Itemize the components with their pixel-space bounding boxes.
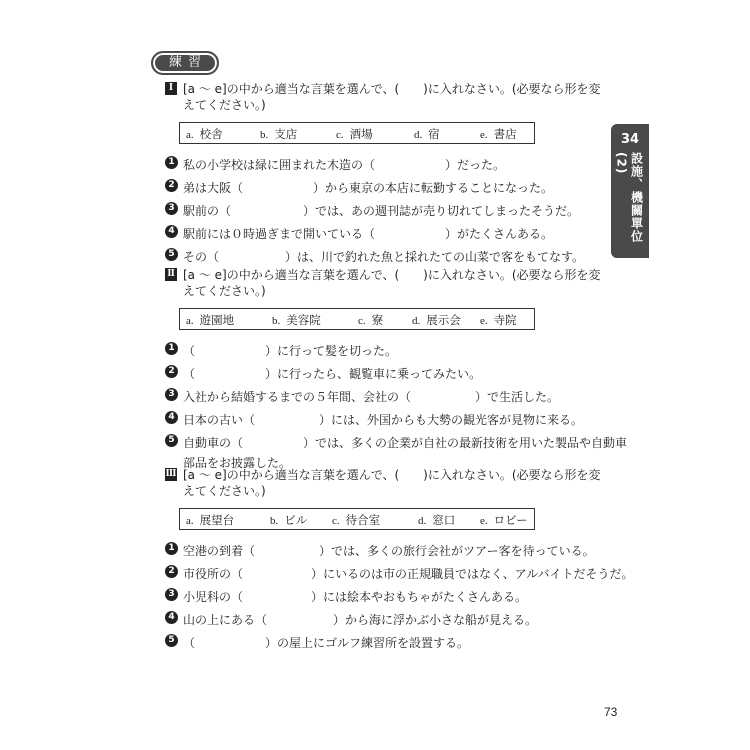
choice-item [186, 512, 234, 528]
section-mark: Ⅰ [165, 82, 177, 95]
choice-key: c. [332, 515, 340, 527]
exercise-section-2 [165, 267, 628, 470]
section-instruction [165, 467, 605, 499]
question-number: 1 [165, 342, 178, 355]
question-item [165, 365, 605, 379]
choice-word: 酒場 [349, 127, 373, 141]
choice-word: 寺院 [493, 313, 517, 327]
choice-word: 待合室 [345, 513, 381, 527]
question-number: 3 [165, 588, 178, 601]
question-number: 4 [165, 225, 178, 238]
section-instruction [165, 81, 605, 113]
choice-word: 遊園地 [199, 313, 235, 327]
chapter-side-tab [611, 124, 649, 258]
choice-box [179, 122, 535, 144]
section-mark: Ⅱ [165, 268, 177, 281]
question-text: 部品をお披露した。 [183, 456, 292, 470]
question-text: ）がたくさんある。 [445, 227, 554, 241]
question-text: ）の屋上にゴルフ練習所を設置する。 [265, 636, 470, 650]
choice-item [270, 512, 307, 528]
question-text: ）から海に浮かぶ小さな船が見える。 [333, 613, 538, 627]
question-text: 駅前の（ [183, 204, 232, 218]
question-number: 2 [165, 565, 178, 578]
choice-box [179, 508, 535, 530]
choice-item [414, 126, 440, 142]
exercise-badge: 練習 [151, 51, 219, 75]
question-text: ）では、あの週刊誌が売り切れてしまったそうだ。 [303, 204, 580, 218]
question-text: その（ [183, 250, 220, 264]
question-text: ）には、外国からも大勢の観光客が見物に来る。 [319, 413, 584, 427]
choice-key: a. [186, 515, 194, 527]
choice-key: e. [480, 315, 488, 327]
question-text: （ [183, 636, 196, 650]
choice-item [260, 126, 297, 142]
choice-word: 美容院 [286, 313, 321, 327]
question-text: ）は、川で釣れた魚と採れたての山菜で客をもてなす。 [285, 250, 585, 264]
chapter-number: 34 [620, 132, 640, 147]
question-number: 5 [165, 248, 178, 261]
question-number: 5 [165, 634, 178, 647]
choice-word: 書店 [493, 127, 517, 141]
question-item [165, 411, 605, 425]
question-item [165, 611, 605, 625]
choice-word: 宿 [428, 127, 440, 141]
question-number: 1 [165, 542, 178, 555]
choice-key: d. [418, 515, 427, 527]
question-item [165, 434, 628, 450]
question-number: 1 [165, 156, 178, 169]
question-text: ）にいるのは市の正規職員ではなく、アルバイトだそうだ。 [311, 567, 634, 581]
question-text: 入社から結婚するまでの５年間、会社の（ [183, 390, 412, 404]
choice-item [186, 312, 234, 328]
choice-item [186, 126, 223, 142]
choice-key: e. [480, 129, 488, 141]
question-text: 小児科の（ [183, 590, 244, 604]
choice-key: d. [414, 129, 423, 141]
question-text: 山の上にある（ [183, 613, 268, 627]
question-item [165, 388, 605, 402]
question-text: （ [183, 344, 196, 358]
question-item [165, 156, 605, 170]
question-item [165, 202, 605, 216]
chapter-title: 設施、機關單位(2) [614, 152, 644, 243]
question-number: 4 [165, 411, 178, 424]
question-text: 空港の到着（ [183, 544, 256, 558]
choice-key: c. [358, 315, 366, 327]
choice-key: a. [186, 129, 194, 141]
question-text: 私の小学校は緑に囲まれた木造の（ [183, 158, 376, 172]
choice-item [418, 512, 455, 528]
choice-box [179, 308, 535, 330]
question-text: 弟は大阪（ [183, 181, 244, 195]
choice-word: 支店 [274, 127, 298, 141]
question-text: ）には絵本やおもちゃがたくさんある。 [311, 590, 528, 604]
question-text: ）では、多くの企業が自社の最新技術を用いた製品や自動車 [303, 436, 628, 450]
section-instruction [165, 267, 605, 299]
question-number: 2 [165, 179, 178, 192]
question-text: 日本の古い（ [183, 413, 256, 427]
page-number: 73 [604, 705, 618, 719]
choice-word: 展望台 [199, 513, 235, 527]
choice-word: ビル [284, 513, 308, 527]
section-mark: Ⅲ [165, 469, 177, 479]
question-item [165, 588, 605, 602]
exercise-section-3 [165, 467, 634, 650]
choice-item [358, 312, 383, 328]
question-number: 3 [165, 388, 178, 401]
choice-item [480, 312, 517, 328]
question-text: 自動車の（ [183, 436, 244, 450]
choice-word: 展示会 [426, 313, 461, 327]
question-item [165, 225, 605, 239]
choice-word: 寮 [371, 313, 384, 327]
question-number: 3 [165, 202, 178, 215]
question-text: ）だった。 [445, 158, 506, 172]
choice-item [412, 312, 461, 328]
question-text: ）に行ったら、観覧車に乗ってみたい。 [265, 367, 482, 381]
question-number: 2 [165, 365, 178, 378]
question-text: （ [183, 367, 196, 381]
exercise-section-1 [165, 81, 605, 262]
choice-item [336, 126, 373, 142]
question-text: ）から東京の本店に転勤することになった。 [313, 181, 554, 195]
choice-key: b. [272, 315, 281, 327]
choice-item [480, 512, 528, 528]
choice-item [332, 512, 380, 528]
question-text: 駅前には０時過ぎまで開いている（ [183, 227, 376, 241]
question-number: 5 [165, 434, 178, 447]
choice-word: ロビー [493, 513, 528, 527]
question-text: ）に行って髪を切った。 [265, 344, 398, 358]
question-text: 市役所の（ [183, 567, 244, 581]
instruction-text: [a ～ e]の中から適当な言葉を選んで、( )に入れなさい。(必要なら形を変えてください。) [183, 468, 601, 498]
choice-key: b. [260, 129, 269, 141]
question-continuation [165, 454, 605, 468]
choice-key: d. [412, 315, 421, 327]
question-number: 4 [165, 611, 178, 624]
choice-word: 窓口 [432, 513, 456, 527]
choice-key: c. [336, 129, 344, 141]
choice-key: a. [186, 315, 194, 327]
choice-word: 校舎 [199, 127, 223, 141]
question-item [165, 342, 605, 356]
instruction-text: [a ～ e]の中から適当な言葉を選んで、( )に入れなさい。(必要なら形を変えてください。) [183, 82, 601, 112]
question-item [165, 634, 605, 648]
question-item [165, 248, 605, 262]
question-text: ）で生活した。 [475, 390, 560, 404]
question-item [165, 565, 634, 581]
choice-key: e. [480, 515, 488, 527]
choice-key: b. [270, 515, 279, 527]
question-item [165, 179, 605, 193]
instruction-text: [a ～ e]の中から適当な言葉を選んで、( )に入れなさい。(必要なら形を変えてください。) [183, 268, 601, 298]
question-item [165, 542, 605, 556]
question-text: ）では、多くの旅行会社がツアー客を待っている。 [319, 544, 595, 558]
choice-item [480, 126, 517, 142]
choice-item [272, 312, 321, 328]
